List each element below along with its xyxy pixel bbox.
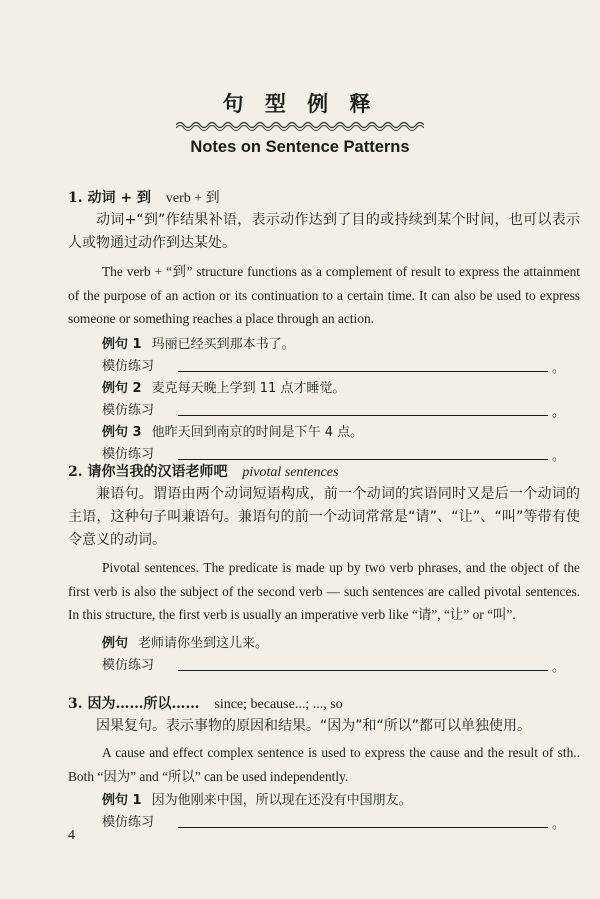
practice-field[interactable]: 模仿练习 。 — [102, 446, 566, 464]
explanation-english: The verb + “到” structure functions as a complement of result to express the attainment of the purpose of an action or its continuation to a certain time. It can also be used to express someone or something reaches a place through an action. — [68, 264, 580, 326]
explanation-english: A cause and effect complex sentence is used to express the cause and the result of sth.. Both “因为” and “所以” can be used independently. — [68, 745, 580, 784]
example-sentence: 例句 1 因为他刚来中国，所以现在还没有中国朋友。 — [102, 793, 412, 808]
explanation-chinese: 兼语句。谓语由两个动词短语构成，前一个动词的宾语同时又是后一个动词的主语，这种句子叫兼语句。兼语句的前一个动词常常是“请”、“让”、“叫”等带有使令意义的动词。 — [68, 486, 580, 548]
page-title-english: Notes on Sentence Patterns — [190, 138, 410, 156]
section-heading: 2. 请你当我的汉语老师吧 pivotal sentences — [68, 464, 339, 480]
explanation-chinese: 因果复句。表示事物的原因和结果。“因为”和“所以”都可以单独使用。 — [96, 718, 532, 734]
example-sentence: 例句 3 他昨天回到南京的时间是下午 4 点。 — [102, 424, 364, 440]
page-title-chinese: 句 型 例 释 — [222, 92, 378, 116]
explanation-chinese: 动词+“到”作结果补语，表示动作达到了目的或持续到某个时间，也可以表示人或物通过动作到达某处。 — [68, 212, 580, 251]
explanation-english: Pivotal sentences. The predicate is made up by two verb phrases, and the object of the first verb is also the subject of the second verb — such sentences are called pivotal sentences. In this structure, the first verb is usually an imperative verb like “请”, “让” or “叫”. — [68, 560, 580, 622]
example-sentence: 例句 老师请你坐到这儿来。 — [102, 635, 269, 651]
section-2 — [68, 462, 580, 677]
practice-field[interactable]: 模仿练习 。 — [102, 657, 566, 675]
section-1 — [68, 188, 580, 466]
practice-field[interactable]: 模仿练习 。 — [102, 358, 566, 376]
section-heading: 3. 因为……所以…… since; because...; ..., so — [68, 696, 343, 712]
practice-field[interactable]: 模仿练习 。 — [102, 815, 566, 832]
section-heading: 1. 动词 + 到 verb + 到 — [68, 190, 220, 206]
page-number: 4 — [68, 828, 75, 843]
practice-field[interactable]: 模仿练习 。 — [102, 402, 566, 420]
decorative-wave-divider — [176, 118, 424, 132]
example-sentence: 例句 1 玛丽已经买到那本书了。 — [102, 336, 295, 352]
example-sentence: 例句 2 麦克每天晚上学到 11 点才睡觉。 — [102, 380, 346, 396]
section-3 — [68, 694, 580, 834]
